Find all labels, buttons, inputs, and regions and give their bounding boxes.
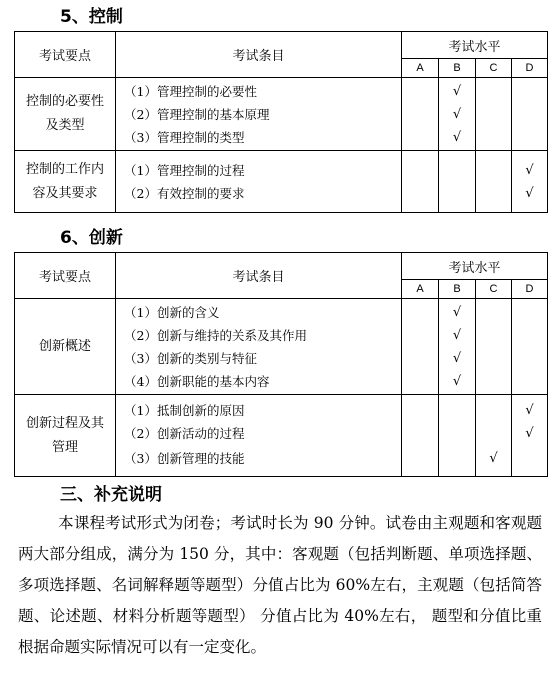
header-exam-level: 考试水平 — [402, 32, 548, 59]
level-mark — [402, 445, 438, 473]
level-mark — [402, 347, 438, 370]
level-a-marks — [402, 151, 439, 213]
check-mark: √ — [452, 350, 462, 366]
check-mark: √ — [452, 373, 462, 389]
level-mark — [512, 324, 547, 347]
level-mark — [476, 370, 511, 393]
exam-point — [15, 299, 116, 395]
exam-point — [15, 78, 116, 151]
supplement-text: 本课程考试形式为闭卷；考试时长为 90 分钟。试卷由主观题和客观题两大部分组成，满分为 150 分，其中：客观题（包括判断题、单项选择题、多项选择题、名词解释题等题型）分值占比为 60%左右，主观题（包括简答题、论述题、材料分析题等题型） 分值占比为 40%左右， 题型和分值比重根据命题实际情况可以有一定变化。 — [18, 514, 542, 656]
level-mark — [512, 80, 547, 103]
check-mark: √ — [452, 106, 462, 122]
level-mark — [402, 103, 438, 126]
level-b-marks — [439, 395, 476, 477]
level-mark — [476, 422, 511, 445]
list-item: （3）创新的类别与特征 — [124, 350, 257, 366]
level-mark — [402, 80, 438, 103]
level-c-marks — [476, 78, 512, 151]
level-mark — [512, 347, 547, 370]
level-mark — [512, 126, 547, 149]
exam-items — [116, 299, 402, 395]
level-d-marks — [512, 151, 548, 213]
check-mark: √ — [525, 185, 534, 201]
level-c-marks — [476, 151, 512, 213]
level-mark — [439, 445, 475, 473]
level-a-marks — [402, 78, 439, 151]
level-a-marks — [402, 395, 439, 477]
level-mark — [476, 80, 511, 103]
list-item: （1）管理控制的过程 — [124, 162, 245, 178]
table-row — [15, 299, 548, 395]
level-d-marks — [512, 299, 548, 395]
level-mark — [402, 370, 438, 393]
level-mark — [476, 182, 511, 205]
check-mark: √ — [452, 327, 462, 343]
level-d-marks — [512, 78, 548, 151]
level-mark — [402, 324, 438, 347]
innovation-exam-table — [14, 252, 548, 477]
level-mark — [439, 182, 475, 205]
level-b-marks — [439, 299, 476, 395]
exam-point — [15, 395, 116, 477]
supplement-heading: 三、补充说明 — [60, 485, 162, 505]
control-exam-table — [14, 31, 548, 213]
list-item: （2）管理控制的基本原理 — [124, 106, 270, 122]
level-mark — [439, 399, 475, 422]
level-mark — [402, 301, 438, 324]
level-d-header: D — [512, 280, 548, 299]
list-item: （2）创新活动的过程 — [124, 425, 245, 441]
exam-items — [116, 78, 402, 151]
level-d-header: D — [512, 59, 548, 78]
level-mark — [476, 399, 511, 422]
check-mark: √ — [525, 425, 534, 441]
table-row — [15, 78, 548, 151]
header-exam-point: 考试要点 — [15, 32, 116, 78]
level-b-marks — [439, 151, 476, 213]
level-mark — [439, 159, 475, 182]
exam-point-line: 控制的必要性 — [25, 94, 104, 109]
list-item: （1）管理控制的必要性 — [124, 83, 257, 99]
level-c-marks — [476, 299, 512, 395]
level-mark — [476, 324, 511, 347]
level-mark — [476, 159, 511, 182]
check-mark: √ — [525, 402, 534, 418]
check-mark: √ — [452, 304, 462, 320]
exam-point-line: 控制的工作内 — [25, 161, 104, 177]
header-exam-level: 考试水平 — [402, 253, 548, 280]
level-a-header: A — [402, 59, 439, 78]
level-mark — [476, 126, 511, 149]
list-item: （3）管理控制的类型 — [124, 129, 245, 145]
level-mark — [402, 399, 438, 422]
supplement-paragraph — [18, 508, 542, 663]
level-a-marks — [402, 299, 439, 395]
list-item: （4）创新职能的基本内容 — [124, 373, 270, 389]
header-exam-items: 考试条目 — [116, 253, 402, 299]
level-mark — [402, 126, 438, 149]
level-mark — [512, 370, 547, 393]
exam-items — [116, 395, 402, 477]
header-exam-point: 考试要点 — [15, 253, 116, 299]
exam-point-line: 容及其要求 — [32, 185, 98, 201]
check-mark: √ — [452, 129, 462, 145]
exam-items — [116, 151, 402, 213]
list-item: （1）创新的含义 — [124, 304, 220, 320]
list-item: （3）创新管理的技能 — [124, 450, 245, 466]
level-c-marks — [476, 395, 512, 477]
exam-point — [15, 151, 116, 213]
level-d-marks — [512, 395, 548, 477]
check-mark: √ — [452, 83, 462, 99]
level-c-header: C — [476, 280, 512, 299]
section-6-heading: 6、创新 — [60, 228, 123, 248]
exam-point-line: 管理 — [51, 439, 78, 455]
section-5-heading: 5、控制 — [60, 7, 123, 27]
level-mark — [402, 159, 438, 182]
level-mark — [476, 347, 511, 370]
level-mark — [439, 422, 475, 445]
level-mark — [402, 422, 438, 445]
level-mark — [476, 301, 511, 324]
level-b-header: B — [439, 59, 476, 78]
level-b-header: B — [439, 280, 476, 299]
table-row — [15, 395, 548, 477]
exam-point-line: 及类型 — [45, 118, 85, 133]
exam-point-line: 创新概述 — [38, 338, 91, 354]
check-mark: √ — [489, 450, 498, 466]
level-mark — [512, 445, 547, 473]
level-b-marks — [439, 78, 476, 151]
list-item: （1）抵制创新的原因 — [124, 402, 245, 418]
level-c-header: C — [476, 59, 512, 78]
level-mark — [512, 103, 547, 126]
level-mark — [512, 301, 547, 324]
table-row — [15, 151, 548, 213]
header-exam-items: 考试条目 — [116, 32, 402, 78]
level-mark — [476, 103, 511, 126]
level-mark — [402, 182, 438, 205]
exam-point-line: 创新过程及其 — [25, 415, 104, 431]
level-a-header: A — [402, 280, 439, 299]
list-item: （2）有效控制的要求 — [124, 185, 245, 201]
check-mark: √ — [525, 162, 534, 178]
list-item: （2）创新与维持的关系及其作用 — [124, 327, 307, 343]
